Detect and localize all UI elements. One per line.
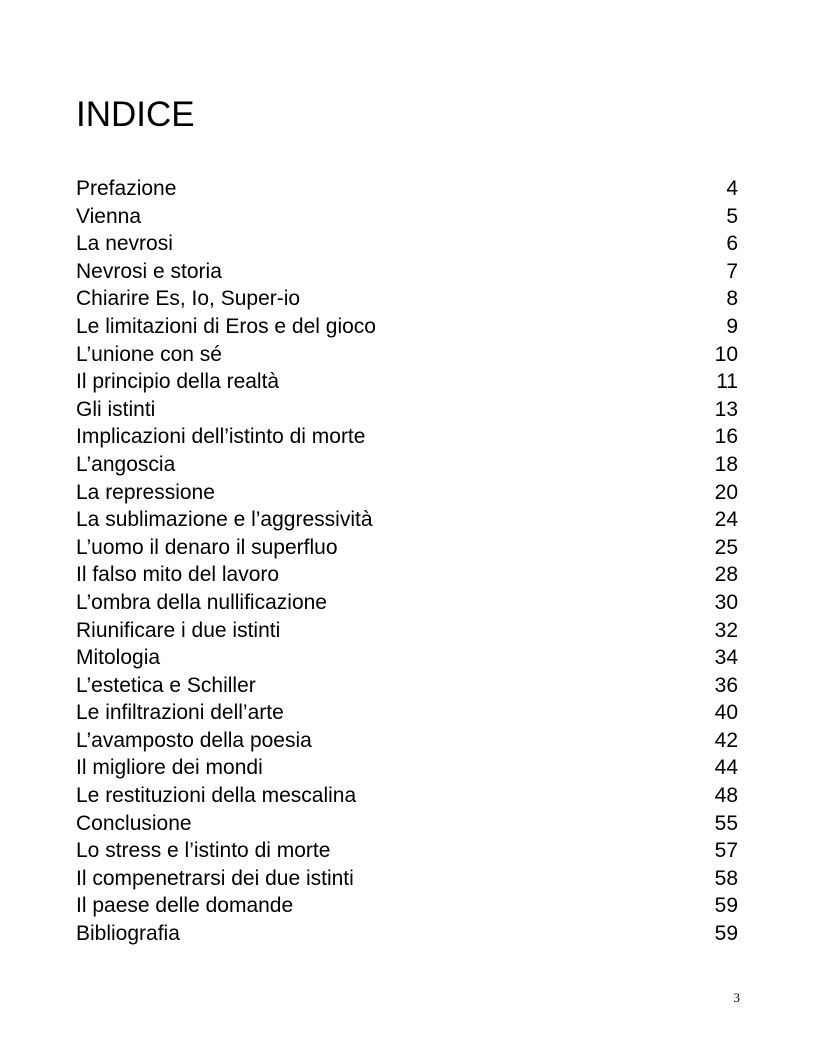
toc-entry-label: Le limitazioni di Eros e del gioco bbox=[76, 314, 376, 338]
toc-entry[interactable] bbox=[76, 754, 738, 782]
toc-entry[interactable] bbox=[76, 479, 738, 507]
toc-entry[interactable] bbox=[76, 258, 738, 286]
toc-entry-page: 40 bbox=[714, 701, 738, 725]
toc-entry[interactable] bbox=[76, 782, 738, 810]
toc-entry-label: Chiarire Es, Io, Super-io bbox=[76, 287, 301, 311]
page-number: 3 bbox=[733, 990, 740, 1005]
toc-entry-page: 18 bbox=[714, 452, 738, 476]
toc-entry-label: Le restituzioni della mescalina bbox=[76, 784, 357, 808]
toc-entry-page: 9 bbox=[726, 314, 738, 338]
toc-entry-label: Bibliografia bbox=[76, 922, 180, 946]
toc-entry[interactable] bbox=[76, 672, 738, 700]
toc-entry[interactable] bbox=[76, 313, 738, 341]
toc-entry-page: 10 bbox=[714, 342, 738, 366]
toc-entry-page: 48 bbox=[714, 784, 738, 808]
toc-entry-label: Vienna bbox=[76, 204, 142, 228]
toc-entry-label: L’angoscia bbox=[76, 452, 176, 476]
toc-entry-label: Riunificare i due istinti bbox=[76, 618, 281, 642]
toc-entry-page: 30 bbox=[714, 590, 738, 614]
toc-entry-page: 16 bbox=[714, 425, 738, 449]
toc-entry-page: 24 bbox=[714, 508, 738, 532]
toc-entry-label: Il migliore dei mondi bbox=[76, 756, 263, 780]
toc-entry-label: Prefazione bbox=[76, 177, 177, 200]
toc-entry-page: 32 bbox=[714, 618, 738, 642]
toc-entry-page: 44 bbox=[714, 756, 738, 780]
toc-entry-page: 55 bbox=[714, 811, 738, 835]
toc-entry-label: Nevrosi e storia bbox=[76, 259, 222, 283]
toc-entry-page: 5 bbox=[726, 204, 738, 228]
toc-entry-page: 42 bbox=[714, 728, 738, 752]
toc-entry[interactable] bbox=[76, 285, 738, 313]
toc-entry[interactable] bbox=[76, 699, 738, 727]
toc-entry-label: Il paese delle domande bbox=[76, 894, 294, 918]
toc-entry-label: La sublimazione e l’aggressività bbox=[76, 508, 373, 532]
toc-entry[interactable] bbox=[76, 865, 738, 893]
toc-entry-label: Il principio della realtà bbox=[76, 370, 280, 394]
toc-entry-label: Conclusione bbox=[76, 811, 192, 835]
toc-entry-page: 36 bbox=[714, 673, 738, 697]
toc-entry-label: La nevrosi bbox=[76, 232, 173, 256]
toc-entry-page: 7 bbox=[726, 259, 738, 283]
toc-entry-label: L’avamposto della poesia bbox=[76, 728, 312, 752]
toc-entry[interactable] bbox=[76, 396, 738, 424]
toc-entry-page: 8 bbox=[726, 287, 738, 311]
toc-entry-page: 4 bbox=[726, 177, 738, 200]
toc-entry-label: Lo stress e l’istinto di morte bbox=[76, 839, 331, 863]
toc-entry-label: Il compenetrarsi dei due istinti bbox=[76, 866, 354, 890]
toc-entry[interactable] bbox=[76, 837, 738, 865]
toc-entry-page: 6 bbox=[726, 232, 738, 256]
toc-entry-label: La repressione bbox=[76, 480, 215, 504]
toc-entry-label: Le infiltrazioni dell’arte bbox=[76, 701, 284, 725]
toc-entry[interactable] bbox=[76, 423, 738, 451]
toc-entry-label: L’uomo il denaro il superfluo bbox=[76, 535, 338, 559]
table-of-contents bbox=[76, 175, 738, 948]
toc-entry-page: 58 bbox=[714, 866, 738, 890]
toc-entry[interactable] bbox=[76, 368, 738, 396]
toc-entry[interactable] bbox=[76, 617, 738, 645]
toc-entry-label: Mitologia bbox=[76, 646, 161, 670]
toc-entry[interactable] bbox=[76, 561, 738, 589]
toc-entry-label: Il falso mito del lavoro bbox=[76, 563, 280, 587]
toc-entry-label: Implicazioni dell’istinto di morte bbox=[76, 425, 366, 449]
toc-entry-label: L’ombra della nullificazione bbox=[76, 590, 327, 614]
toc-entry-page: 20 bbox=[714, 480, 738, 504]
toc-entry-page: 11 bbox=[716, 370, 738, 394]
toc-entry[interactable] bbox=[76, 920, 738, 948]
toc-entry[interactable] bbox=[76, 175, 738, 203]
toc-entry[interactable] bbox=[76, 230, 738, 258]
toc-entry-page: 59 bbox=[714, 894, 738, 918]
toc-entry-page: 57 bbox=[714, 839, 738, 863]
toc-entry-label: L’unione con sé bbox=[76, 342, 222, 366]
toc-entry[interactable] bbox=[76, 451, 738, 479]
toc-entry[interactable] bbox=[76, 810, 738, 838]
toc-entry[interactable] bbox=[76, 534, 738, 562]
toc-entry[interactable] bbox=[76, 341, 738, 369]
toc-entry[interactable] bbox=[76, 589, 738, 617]
toc-entry-page: 34 bbox=[714, 646, 738, 670]
toc-entry[interactable] bbox=[76, 506, 738, 534]
toc-entry-page: 59 bbox=[714, 922, 738, 946]
toc-entry[interactable] bbox=[76, 892, 738, 920]
toc-entry[interactable] bbox=[76, 644, 738, 672]
toc-entry-label: L’estetica e Schiller bbox=[76, 673, 256, 697]
toc-entry-page: 28 bbox=[714, 563, 738, 587]
toc-entry-page: 13 bbox=[714, 397, 738, 421]
toc-entry-page: 25 bbox=[714, 535, 738, 559]
toc-entry[interactable] bbox=[76, 727, 738, 755]
toc-entry-label: Gli istinti bbox=[76, 397, 156, 421]
page-title: INDICE bbox=[76, 95, 195, 134]
toc-entry[interactable] bbox=[76, 203, 738, 231]
